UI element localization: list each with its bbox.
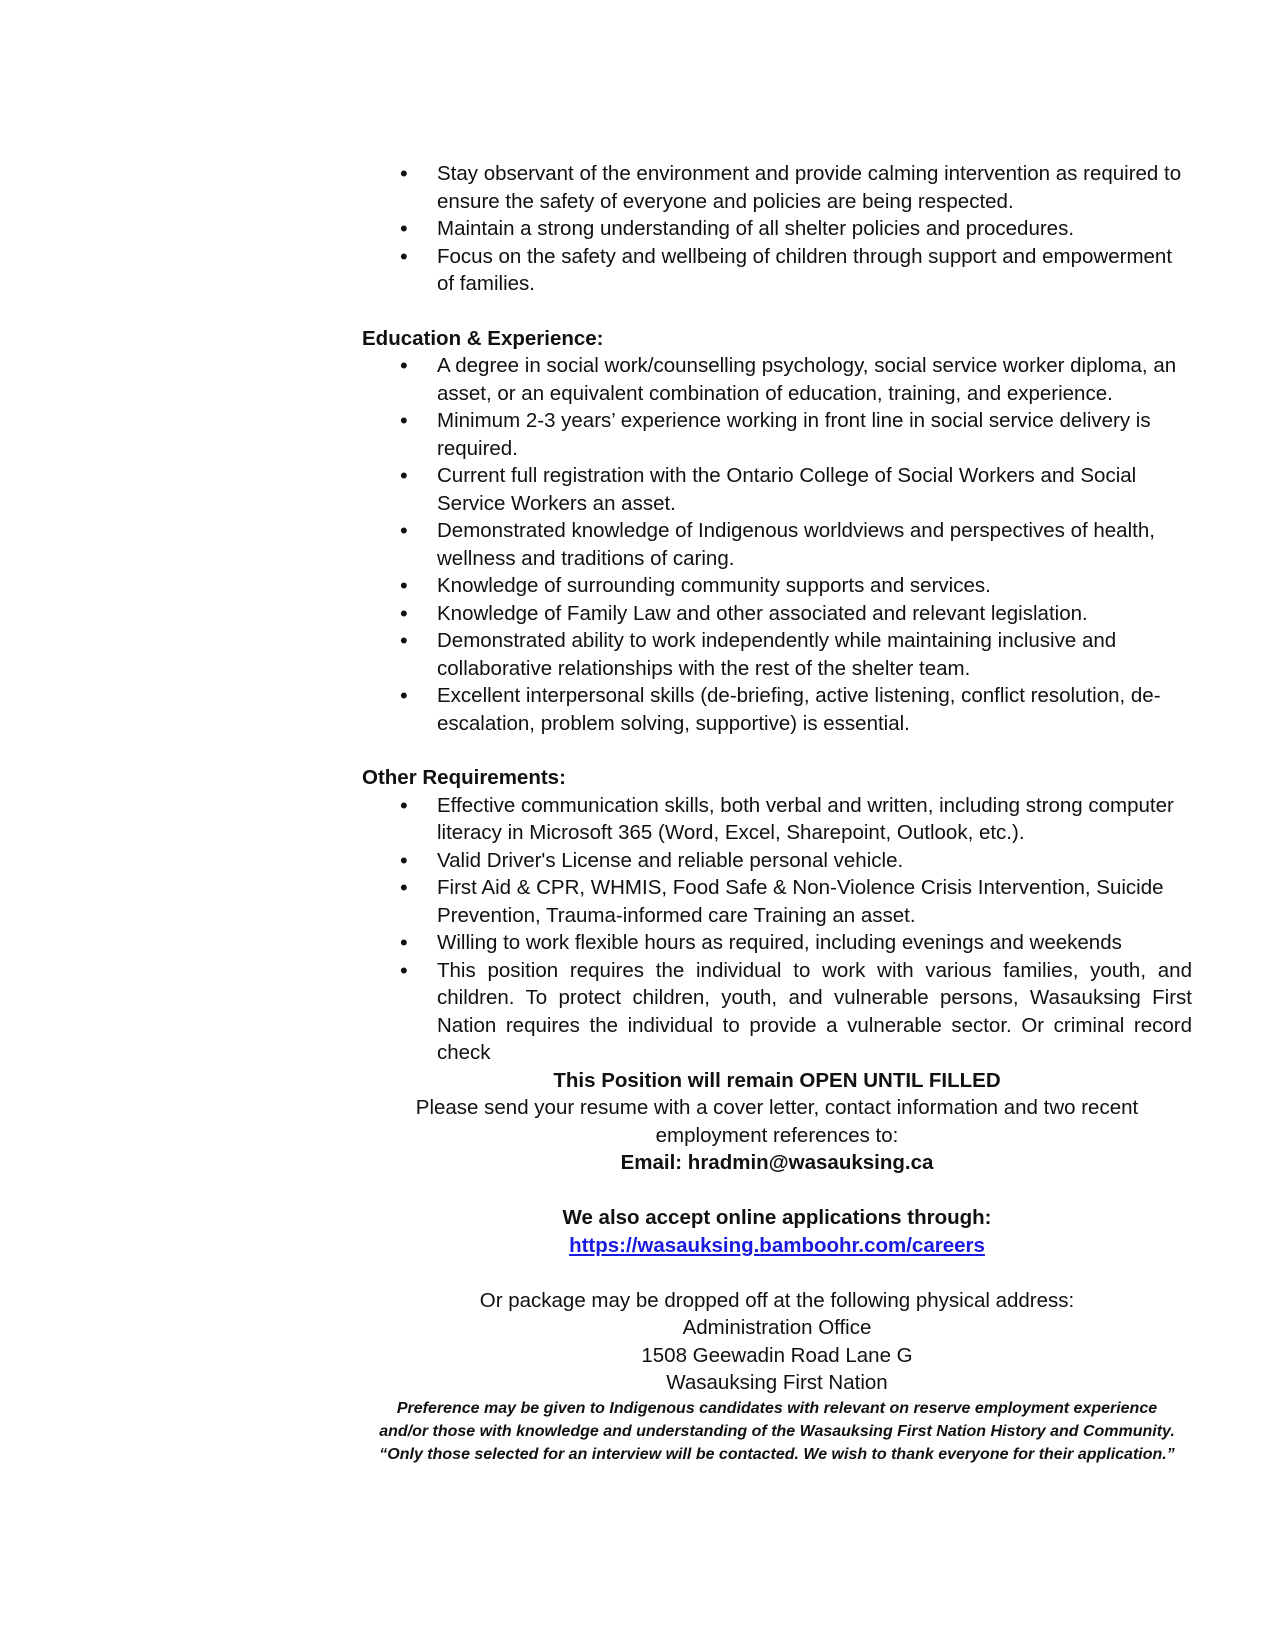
dropoff-instructions: Or package may be dropped off at the following physical address: [479,1288,1075,1312]
job-posting-page [362,160,1192,1466]
spacer [362,1259,1192,1287]
notice-line: Preference may be given to Indigenous candidates with relevant on reserve employment experience [396,1399,1158,1417]
list-item: • Valid Driver's License and reliable personal vehicle. [362,847,1192,875]
other-requirements-list [362,792,1192,1067]
list-item: • Effective communication skills, both verbal and written, including strong computer literacy in Microsoft 365 (Word, Excel, Sharepoint, Outlook, etc.). [362,792,1192,847]
careers-link[interactable]: https://wasauksing.bamboohr.com/careers [569,1233,985,1257]
notice-line: and/or those with knowledge and understanding of the Wasauksing First Nation History and Community. [379,1422,1175,1440]
hiring-notice [362,1397,1192,1466]
duties-list [362,160,1192,298]
list-item: • Knowledge of Family Law and other associated and relevant legislation. [362,600,1192,628]
list-item: • Willing to work flexible hours as required, including evenings and weekends [362,929,1192,957]
list-item: • Knowledge of surrounding community supports and services. [362,572,1192,600]
send-resume-instructions: Please send your resume with a cover letter, contact information and two recent employment references to: [415,1096,1139,1147]
open-until-filled: This Position will remain OPEN UNTIL FILLED [553,1068,1001,1092]
list-item: • Excellent interpersonal skills (de-briefing, active listening, conflict resolution, de-escalation, problem solving, supportive) is essential. [362,682,1192,737]
notice-line: “Only those selected for an interview will be contacted. We wish to thank everyone for their application.” [379,1445,1175,1463]
address-line: 1508 Geewadin Road Lane G [641,1343,913,1367]
education-list [362,352,1192,737]
contact-email: Email: hradmin@wasauksing.ca [620,1151,934,1174]
list-item: • A degree in social work/counselling psychology, social service worker diploma, an asset, or an equivalent combination of education, training, and experience. [362,352,1192,407]
list-item: • Minimum 2-3 years’ experience working in front line in social service delivery is required. [362,407,1192,462]
list-item: • First Aid & CPR, WHMIS, Food Safe & Non-Violence Crisis Intervention, Suicide Prevention, Trauma-informed care Training an asset. [362,874,1192,929]
list-item: • Stay observant of the environment and provide calming intervention as required to ensure the safety of everyone and policies are being respected. [362,160,1192,215]
education-heading: Education & Experience: [362,326,604,350]
spacer [362,1177,1192,1205]
other-requirements-heading: Other Requirements: [362,766,566,789]
list-item: • This position requires the individual to work with various families, youth, and children. To protect children, youth, and vulnerable persons, Wasauksing First Nation requires the individual to provide a vulnerable sector. Or criminal record check [362,957,1192,1067]
list-item: • Current full registration with the Ontario College of Social Workers and Social Service Workers an asset. [362,462,1192,517]
list-item: • Focus on the safety and wellbeing of children through support and empowerment of families. [362,243,1192,298]
address-line: Administration Office [682,1316,872,1339]
careers-link-row [362,1232,1192,1260]
address-line: Wasauksing First Nation [666,1371,888,1394]
online-applications-label: We also accept online applications through: [562,1206,992,1229]
list-item: • Maintain a strong understanding of all shelter policies and procedures. [362,215,1192,243]
list-item: • Demonstrated knowledge of Indigenous worldviews and perspectives of health, wellness and traditions of caring. [362,517,1192,572]
list-item: • Demonstrated ability to work independently while maintaining inclusive and collaborative relationships with the rest of the shelter team. [362,627,1192,682]
